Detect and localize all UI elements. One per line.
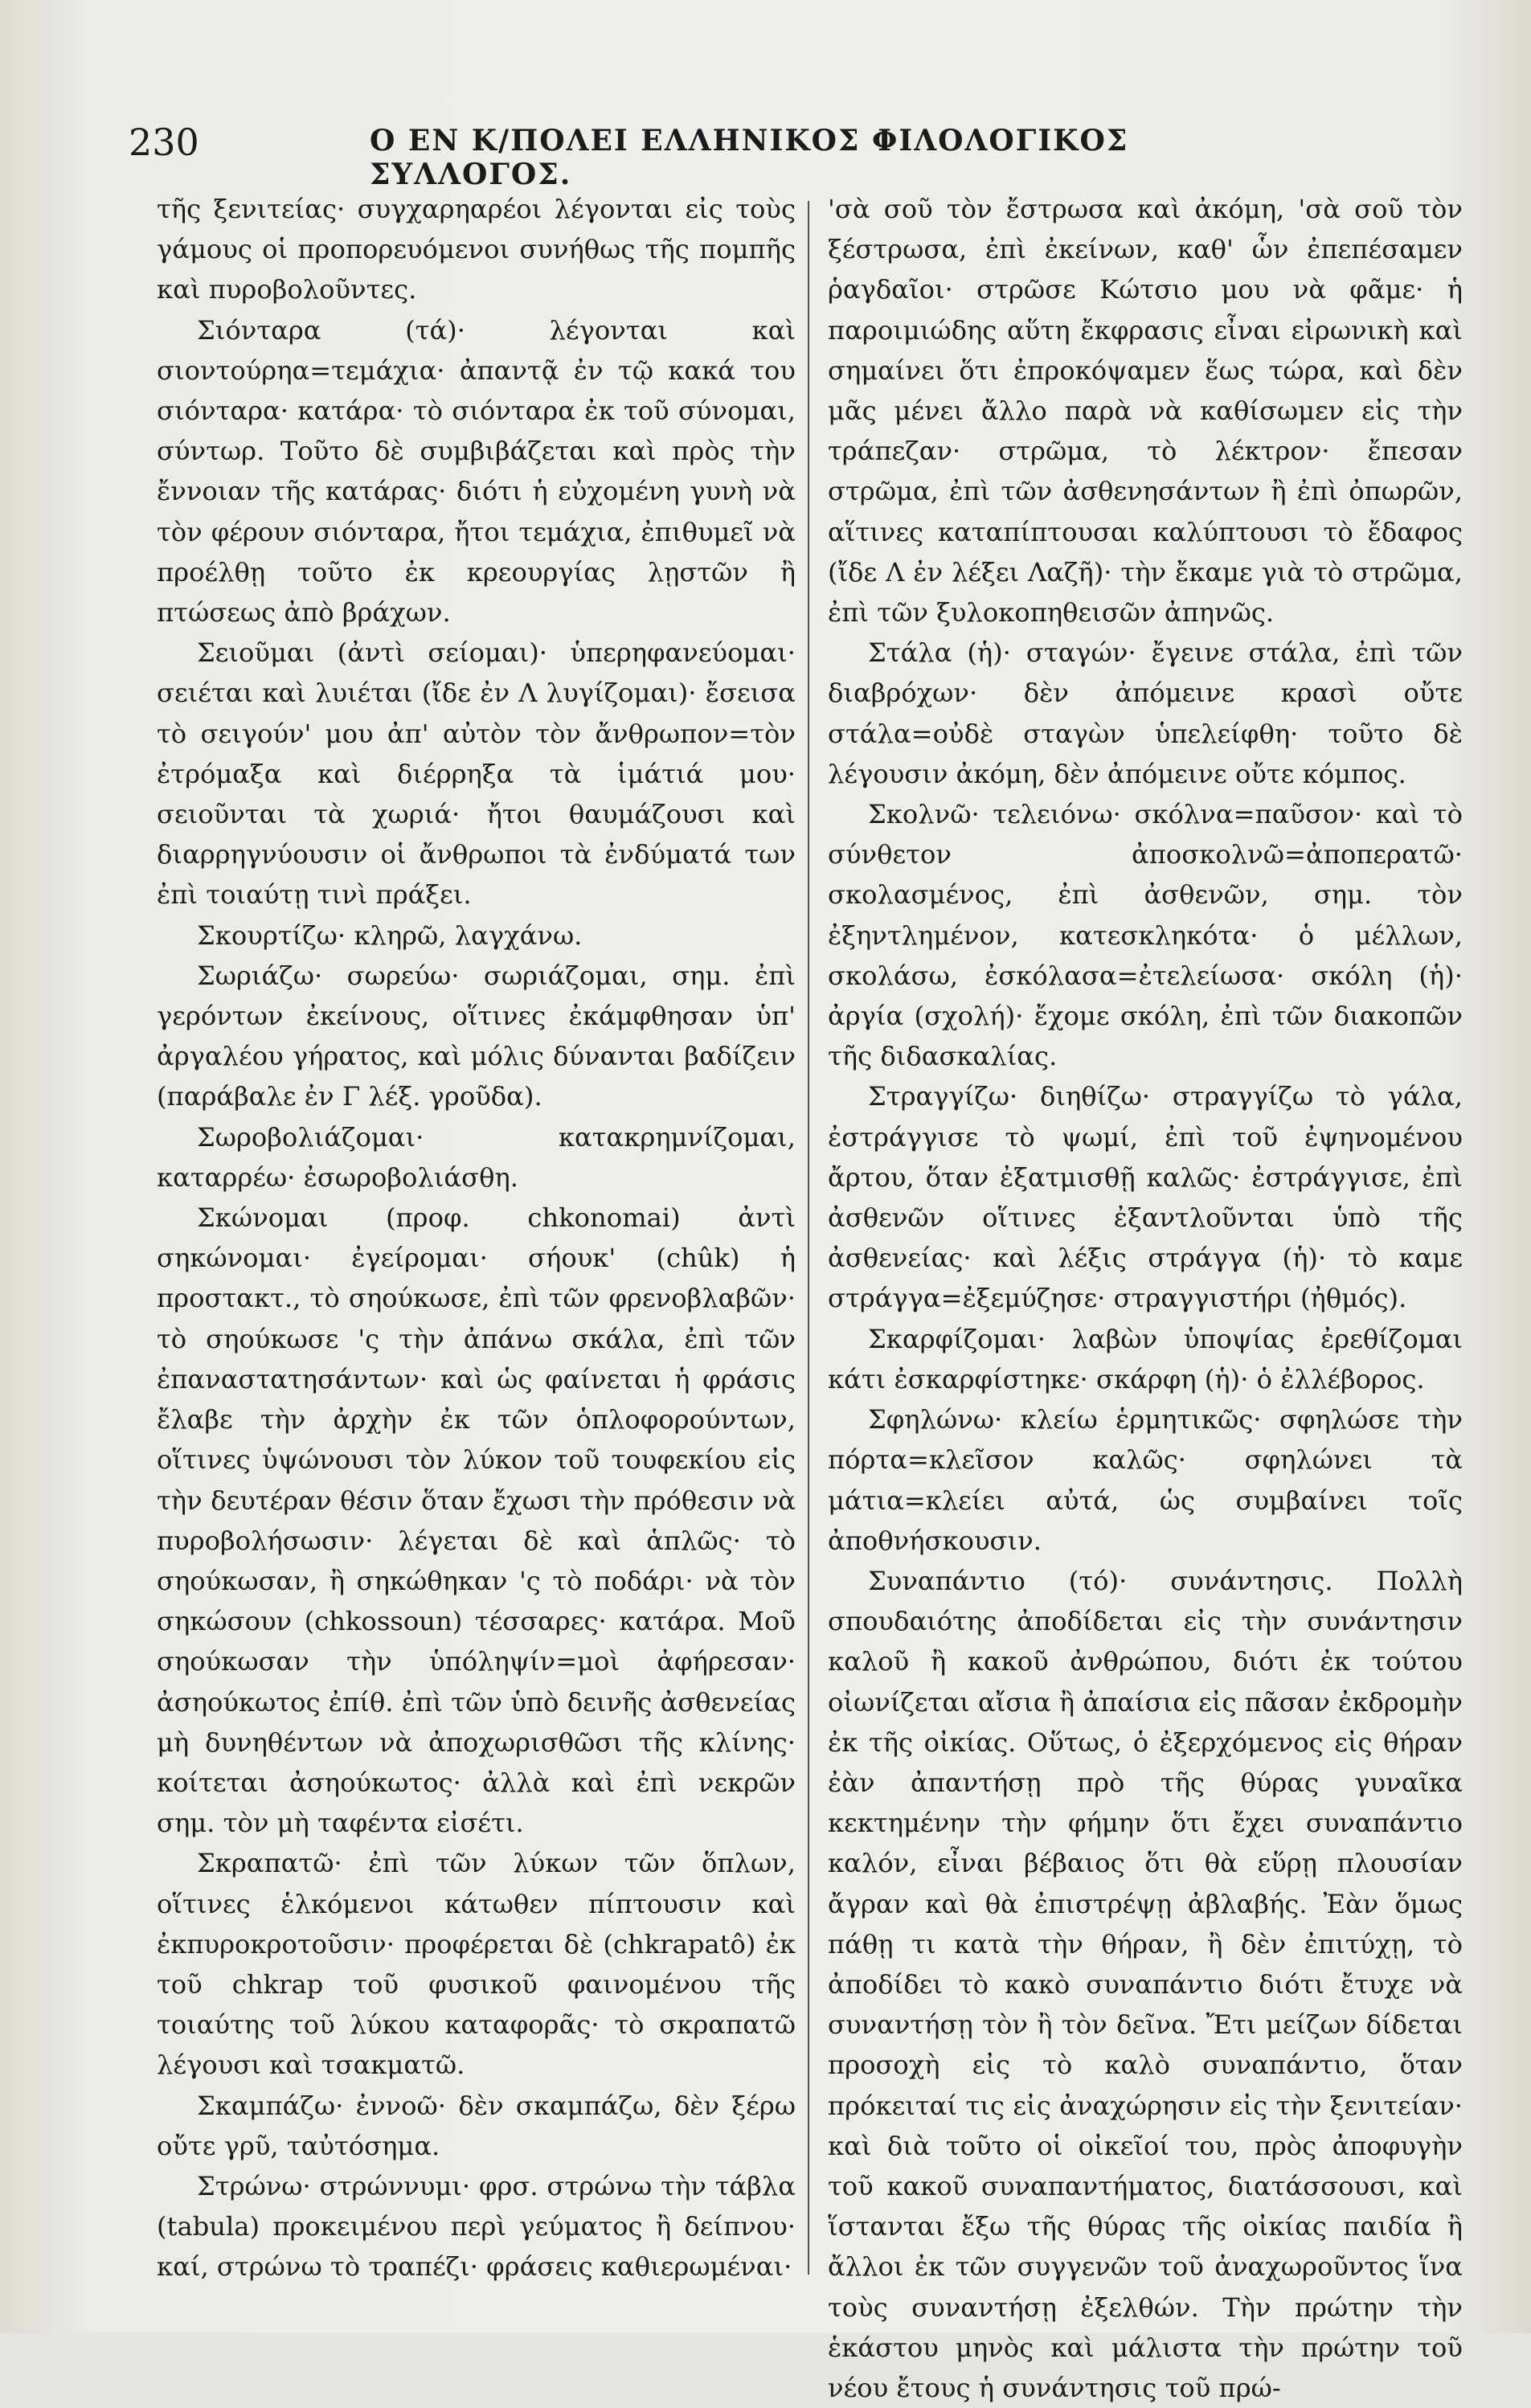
dictionary-entry: Σωροβολιάζομαι· κατακρημνίζομαι, καταρρέω· ἐσωροβολιάσθη. [157,1121,796,1193]
page-header [129,121,1222,191]
dictionary-entry: Σειοῦμαι (ἀντὶ σείομαι)· ὑπερηφανεύομαι· σειέται καὶ λυιέται (ἴδε ἐν Λ λυγίζομαι)· ἔσεισα τὸ σειγούν' μου ἀπ' αὐτὸν τὸν ἄνθρωπον=τὸν ἐτρόμαξα καὶ διέρρηξα τὰ ἱμάτιά μου· σειοῦνται τὰ χωριά· ἤτοι θαυμάζουσι καὶ διαρρηγνύουσιν οἱ ἄνθρωποι τὰ ἐνδύματά των ἐπὶ τοιαύτῃ τινὶ πράξει. [157,637,796,911]
dictionary-entry: Στραγγίζω· διηθίζω· στραγγίζω τὸ γάλα, ἐστράγγισε τὸ ψωμί, ἐπὶ τοῦ ἐψηνομένου ἄρτου, ὅταν ἐξατμισθῇ καλῶς· ἐστράγγισε, ἐπὶ ἀσθενῶν οἵτινες ἐξαντλοῦνται ὑπὸ τῆς ἀσθενείας· καὶ λέξις στράγγα (ἡ)· τὸ καμε στράγγα=ἐξεμύζησε· στραγγιστήρι (ἠθμός). [828,1081,1463,1314]
left-column [157,189,796,2287]
dictionary-entry: Στρώνω· στρώννυμι· φρσ. στρώνω τὴν τάβλα (tabula) προκειμένου περὶ γεύματος ἢ δείπνου· καί, στρώνω τὸ τραπέζι· φράσεις καθιερωμέναι· [157,2170,796,2283]
dictionary-entry: Σκώνομαι (προφ. chkonomai) ἀντὶ σηκώνομαι· ἐγείρομαι· σήουκ' (chûk) ἡ προστακτ., τὸ σηούκωσε, ἐπὶ τῶν φρενοβλαβῶν· τὸ σηούκωσε 'ς τὴν ἀπάνω σκάλα, ἐπὶ τῶν ἐπαναστατησάντων· καὶ ὡς φαίνεται ἡ φράσις ἔλαβε τὴν ἀρχὴν ἐκ τῶν ὁπλοφορούντων, οἵτινες ὑψώνουσι τὸν λύκον τοῦ τουφεκίου εἰς τὴν δευτέραν θέσιν ὅταν ἔχωσι τὴν πρόθεσιν νὰ πυροβολήσωσιν· λέγεται δὲ καὶ ἁπλῶς· τὸ σηούκωσαν, ἢ σηκώθηκαν 'ς τὸ ποδάρι· νὰ τὸν σηκώσουν (chkossoun) τέσσαρες· κατάρα. Μοῦ σηούκωσαν τὴν ὑπόληψίν=μοὶ ἀφήρεσαν· ἀσηούκωτος ἐπίθ. ἐπὶ τῶν ὑπὸ δεινῆς ἀσθενείας μὴ δυνηθέντων νὰ ἀποχωρισθῶσι τῆς κλίνης· κοίτεται ἀσηούκωτος· ἀλλὰ καὶ ἐπὶ νεκρῶν σημ. τὸν μὴ ταφέντα εἰσέτι. [157,1202,796,1839]
running-title: Ο ΕΝ Κ/ΠΟΛΕΙ ΕΛΛΗΝΙΚΟΣ ΦΙΛΟΛΟΓΙΚΟΣ ΣΥΛΛΟΓΟΣ. [370,124,1129,191]
dictionary-entry: Σωριάζω· σωρεύω· σωριάζομαι, σημ. ἐπὶ γερόντων ἐκείνους, οἵτινες ἐκάμφθησαν ὑπ' ἀργαλέου γήρατος, καὶ μόλις δύνανται βαδίζειν (παράβαλε ἐν Γ λέξ. γροῦδα). [157,960,796,1112]
dictionary-entry: Σφηλώνω· κλείω ἑρμητικῶς· σφηλώσε τὴν πόρτα=κλεῖσον καλῶς· σφηλώνει τὰ μάτια=κλείει αὐτά, ὡς συμβαίνει τοῖς ἀποθνήσκουσιν. [828,1404,1463,1556]
dictionary-entry: Στάλα (ἡ)· σταγών· ἔγεινε στάλα, ἐπὶ τῶν διαβρόχων· δὲν ἀπόμεινε κρασὶ οὔτε στάλα=οὐδὲ σταγὼν ὑπελείφθη· τοῦτο δὲ λέγουσιν ἀκόμη, δὲν ἀπόμεινε οὔτε κόμπος. [828,637,1463,789]
dictionary-entry: Σκουρτίζω· κληρῶ, λαγχάνω. [197,919,583,951]
dictionary-entry: Σκραπατῶ· ἐπὶ τῶν λύκων τῶν ὅπλων, οἵτινες ἑλκόμενοι κάτωθεν πίπτουσιν καὶ ἐκπυροκροτοῦσιν· προφέρεται δὲ (chkrapatô) ἐκ τοῦ chkrap τοῦ φυσικοῦ φαινομένου τῆς τοιαύτης τοῦ λύκου καταφορᾶς· τὸ σκραπατῶ λέγουσι καὶ τσακματῶ. [157,1848,796,2081]
dictionary-entry: Σκαμπάζω· ἐννοῶ· δὲν σκαμπάζω, δὲν ξέρω οὔτε γρῦ, ταὐτόσημα. [157,2090,796,2161]
dictionary-entry: Συναπάντιο (τό)· συνάντησις. Πολλὴ σπουδαιότης ἀποδίδεται εἰς τὴν συνάντησιν καλοῦ ἢ κακοῦ ἀνθρώπου, διότι ἐκ τούτου οἰωνίζεται αἴσια ἢ ἀπαίσια εἰς πᾶσαν ἐκδρομὴν ἐκ τῆς οἰκίας. Οὕτως, ὁ ἐξερχόμενος εἰς θήραν ἐὰν ἀπαντήσῃ πρὸ τῆς θύρας γυναῖκα κεκτημένην τὴν φήμην ὅτι ἔχει συναπάντιο καλόν, εἶναι βέβαιος ὅτι θὰ εὕρῃ πλουσίαν ἄγραν καὶ θὰ ἐπιστρέψῃ ἀβλαβής. Ἐὰν ὅμως πάθῃ τι κατὰ τὴν θήραν, ἢ δὲν ἐπιτύχῃ, τὸ ἀποδίδει τὸ κακὸ συναπάντιο διότι ἔτυχε νὰ συναντήσῃ τὸν ἢ τὸν δεῖνα. Ἔτι μείζων δίδεται προσοχὴ εἰς τὸ καλὸ συναπάντιο, ὅταν πρόκειταί τις εἰς ἀναχώρησιν εἰς τὴν ξενιτείαν· καὶ διὰ τοῦτο οἱ οἰκεῖοί του, πρὸς ἀποφυγὴν τοῦ κακοῦ συναπαντήματος, διατάσσουσι, καὶ ἵστανται ἔξω τῆς θύρας τῆς οἰκίας παιδία ἢ ἄλλοι ἐκ τῶν συγγενῶν τοῦ ἀναχωροῦντος ἵνα τοὺς συναντήσῃ ἐξελθών. Τὴν πρώτην τὴν ἑκάστου μηνὸς καὶ μάλιστα τὴν πρώτην τοῦ νέου ἔτους ἡ συνάντησις τοῦ πρώ- [828,1565,1463,2403]
paragraph: 'σὰ σοῦ τὸν ἔστρωσα καὶ ἀκόμη, 'σὰ σοῦ τὸν ξέστρωσα, ἐπὶ ἐκείνων, καθ' ὧν ἐπεπέσαμεν ῥαγδαῖοι· στρῶσε Κώτσιο μου νὰ φᾶμε· ἡ παροιμιώδης αὕτη ἔκφρασις εἶναι εἰρωνικὴ καὶ σημαίνει ὅτι ἐπροκόψαμεν ἕως τώρα, καὶ δὲν μᾶς μένει ἄλλο παρὰ νὰ καθίσωμεν εἰς τὴν τράπεζαν· στρῶμα, τὸ λέκτρον· ἔπεσαν στρῶμα, ἐπὶ τῶν ἀσθενησάντων ἢ ἐπὶ ὀπωρῶν, αἵτινες καταπίπτουσαι καλύπτουσι τὸ ἔδαφος (ἴδε Λ ἐν λέξει Λαζῆ)· τὴν ἔκαμε γιὰ τὸ στρῶμα, ἐπὶ τῶν ξυλοκοπηθεισῶν ἀπηνῶς. [828,194,1463,629]
column-divider [808,201,809,2275]
dictionary-entry: Σκαρφίζομαι· λαβὼν ὑποψίας ἐρεθίζομαι κάτι ἐσκαρφίστηκε· σκάρφη (ἡ)· ὁ ἐλλέβορος. [828,1323,1463,1394]
page-number: 230 [129,121,199,164]
paragraph: τῆς ξενιτείας· συγχαρηαρέοι λέγονται εἰς τοὺς γάμους οἱ προπορευόμενοι συνήθως τῆς πομπῆς καὶ πυροβολοῦντες. [157,194,796,305]
right-column [828,189,1463,2408]
dictionary-entry: Σκολνῶ· τελειόνω· σκόλνα=παῦσον· καὶ τὸ σύνθετον ἀποσκολνῶ=ἀποπερατῶ· σκολασμένος, ἐπὶ ἀσθενῶν, σημ. τὸν ἐξηντλημένον, κατεσκληκότα· ὁ μέλλων, σκολάσω, ἐσκόλασα=ἐτελείωσα· σκόλη (ἡ)· ἀργία (σχολή)· ἔχομε σκόλη, ἐπὶ τῶν διακοπῶν τῆς διδασκαλίας. [828,799,1463,1072]
dictionary-entry: Σιόνταρα (τά)· λέγονται καὶ σιοντούρηα=τεμάχια· ἀπαντᾷ ἐν τῷ κακά του σιόνταρα· κατάρα· τὸ σιόνταρα ἐκ τοῦ σύνομαι, σύντωρ. Τοῦτο δὲ συμβιβάζεται καὶ πρὸς τὴν ἔννοιαν τῆς κατάρας· διότι ἡ εὐχομένη γυνὴ νὰ τὸν φέρουν σιόνταρα, ἤτοι τεμάχια, ἐπιθυμεῖ νὰ προέλθῃ τοῦτο ἐκ κρεουργίας λῃστῶν ἢ πτώσεως ἀπὸ βράχων. [157,314,796,629]
